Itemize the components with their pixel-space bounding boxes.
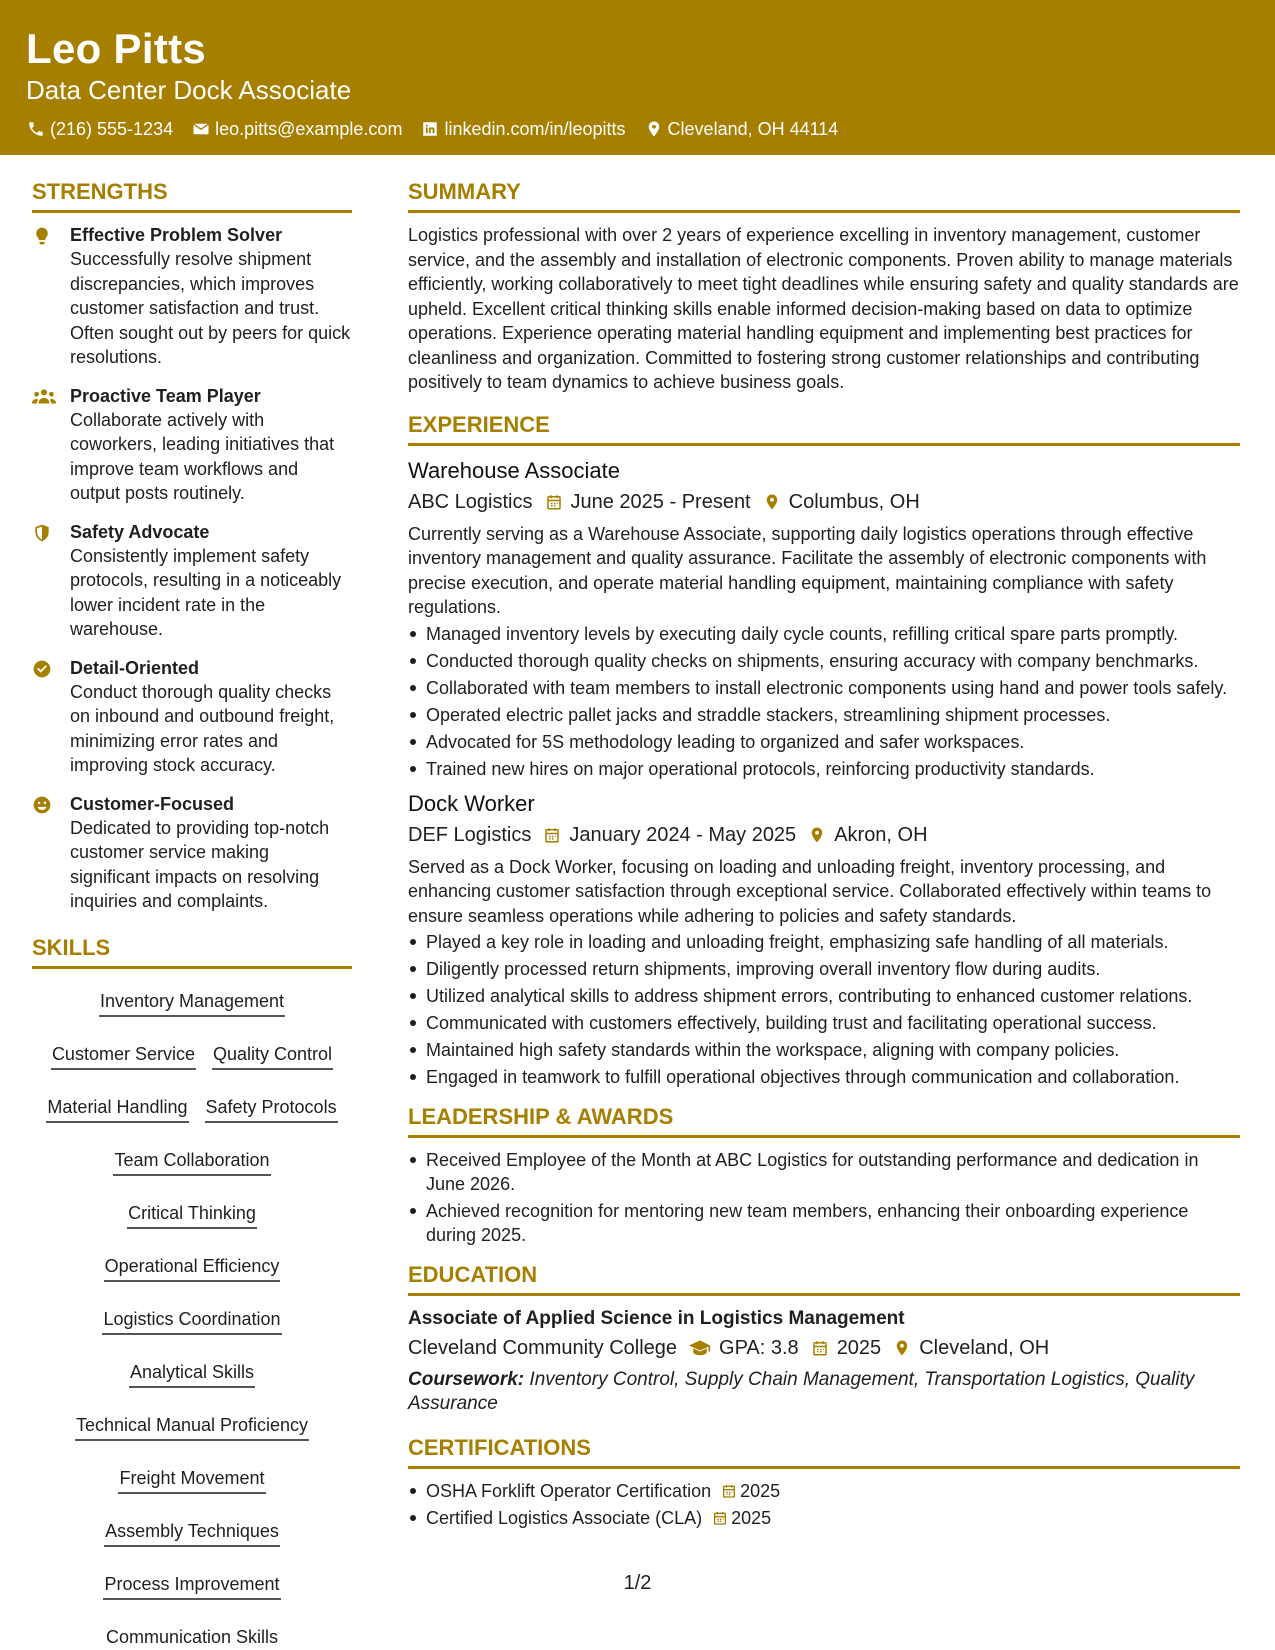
skill-tag: Communication Skills bbox=[105, 1625, 279, 1650]
strength-item bbox=[32, 520, 352, 642]
strength-item bbox=[32, 656, 352, 778]
strength-desc: Successfully resolve shipment discrepancies, which improves customer satisfaction and trust. Often sought out by peers for quick resolutions. bbox=[70, 249, 351, 367]
calendar-icon bbox=[712, 1510, 728, 1526]
strength-desc: Dedicated to providing top-notch customer service making significant impacts on resolving inquiries and complaints. bbox=[70, 817, 330, 911]
job-company: ABC Logistics bbox=[408, 490, 533, 513]
list-item: Advocated for 5S methodology leading to organized and safer workspaces. bbox=[408, 730, 1240, 754]
certification-name: OSHA Forklift Operator Certification bbox=[426, 1481, 712, 1501]
education-gpa: GPA: 3.8 bbox=[719, 1337, 799, 1359]
skill-tag: Process Improvement bbox=[103, 1572, 280, 1600]
strength-name: Customer-Focused bbox=[70, 793, 235, 814]
leadership-list bbox=[408, 1148, 1240, 1247]
location-icon bbox=[808, 826, 826, 844]
list-item: Maintained high safety standards within the workspace, aligning with company policies. bbox=[408, 1038, 1240, 1062]
education-heading: EDUCATION bbox=[408, 1261, 1240, 1296]
education-degree: Associate of Applied Science in Logistics Management bbox=[408, 1308, 905, 1329]
contact-phone[interactable] bbox=[26, 118, 173, 140]
skill-tag: Freight Movement bbox=[118, 1466, 265, 1494]
contact-linkedin[interactable] bbox=[420, 118, 625, 140]
list-item: Trained new hires on major operational protocols, reinforcing productivity standards. bbox=[408, 757, 1240, 781]
job-dates: June 2025 - Present bbox=[570, 490, 751, 513]
job-bullets bbox=[408, 930, 1240, 1089]
calendar-icon bbox=[545, 493, 563, 511]
skill-tag: Critical Thinking bbox=[127, 1201, 257, 1229]
skill-tag: Technical Manual Proficiency bbox=[75, 1413, 309, 1441]
job-location: Akron, OH bbox=[834, 823, 928, 846]
lightbulb-icon bbox=[32, 223, 70, 370]
job-entry bbox=[408, 456, 1240, 781]
candidate-name: Leo Pitts bbox=[26, 25, 207, 72]
calendar-icon bbox=[543, 826, 561, 844]
location-icon bbox=[763, 493, 781, 511]
experience-heading: EXPERIENCE bbox=[408, 411, 1240, 446]
list-item: Played a key role in loading and unloading freight, emphasizing safe handling of all materials. bbox=[408, 930, 1240, 954]
list-item: Utilized analytical skills to address shipment errors, contributing to enhanced customer relations. bbox=[408, 984, 1240, 1008]
list-item: Achieved recognition for mentoring new team members, enhancing their onboarding experience during 2025. bbox=[408, 1199, 1240, 1247]
job-description: Currently serving as a Warehouse Associate, supporting daily logistics operations through effective inventory management and quality assurance. Facilitate the assembly of electronic components with precise execution, and operate material handling equipment, maintaining compliance with safety regulations. bbox=[408, 523, 1207, 617]
education-school: Cleveland Community College bbox=[408, 1337, 678, 1359]
job-bullets bbox=[408, 622, 1240, 781]
left-column bbox=[32, 178, 352, 1650]
skill-tag: Logistics Coordination bbox=[102, 1307, 281, 1335]
strength-desc: Collaborate actively with coworkers, leading initiatives that improve team workflows and output posts routinely. bbox=[70, 409, 335, 503]
phone-icon bbox=[26, 119, 46, 139]
strength-name: Effective Problem Solver bbox=[70, 225, 283, 245]
check-circle-icon bbox=[32, 656, 70, 778]
skill-tag: Operational Efficiency bbox=[104, 1254, 281, 1282]
job-meta bbox=[408, 821, 1240, 849]
contact-email[interactable] bbox=[191, 118, 402, 140]
job-title: Warehouse Associate bbox=[408, 457, 620, 483]
skill-tag: Safety Protocols bbox=[205, 1095, 338, 1123]
certification-year: 2025 bbox=[740, 1481, 781, 1501]
job-location: Columbus, OH bbox=[788, 490, 920, 513]
mail-icon bbox=[191, 119, 211, 139]
job-entry bbox=[408, 789, 1240, 1090]
page-number: 1/2 bbox=[623, 1572, 652, 1594]
skill-tag: Quality Control bbox=[212, 1042, 333, 1070]
education-year: 2025 bbox=[836, 1337, 882, 1359]
linkedin-icon bbox=[420, 119, 440, 139]
certification-name: Certified Logistics Associate (CLA) bbox=[426, 1508, 703, 1528]
strength-item bbox=[32, 223, 352, 370]
contact-phone-text: (216) 555-1234 bbox=[50, 119, 174, 139]
leadership-heading: LEADERSHIP & AWARDS bbox=[408, 1103, 1240, 1138]
summary-heading: SUMMARY bbox=[408, 178, 1240, 213]
shield-icon bbox=[32, 520, 70, 642]
contact-linkedin-text: linkedin.com/in/leopitts bbox=[444, 119, 626, 139]
list-item: Received Employee of the Month at ABC Logistics for outstanding performance and dedication in June 2026. bbox=[408, 1148, 1240, 1196]
list-item: Diligently processed return shipments, improving overall inventory flow during audits. bbox=[408, 957, 1240, 981]
strength-item bbox=[32, 384, 352, 506]
education-meta bbox=[408, 1334, 1240, 1362]
candidate-title: Data Center Dock Associate bbox=[26, 75, 352, 105]
strength-name: Proactive Team Player bbox=[70, 385, 261, 406]
list-item bbox=[408, 1479, 1240, 1503]
skills-heading: SKILLS bbox=[32, 934, 352, 969]
education-location: Cleveland, OH bbox=[919, 1337, 1050, 1359]
skill-tag: Analytical Skills bbox=[129, 1360, 255, 1388]
resume-header bbox=[0, 0, 1275, 155]
skill-tag: Assembly Techniques bbox=[104, 1519, 280, 1547]
calendar-icon bbox=[811, 1339, 829, 1357]
contact-location-text: Cleveland, OH 44114 bbox=[667, 119, 839, 139]
skill-tag: Material Handling bbox=[46, 1095, 188, 1123]
strength-name: Safety Advocate bbox=[70, 521, 210, 542]
list-item: Managed inventory levels by executing daily cycle counts, refilling critical spare parts promptly. bbox=[408, 622, 1240, 646]
strength-desc: Consistently implement safety protocols, resulting in a noticeably lower incident rate in the warehouse. bbox=[70, 545, 342, 639]
summary-text: Logistics professional with over 2 years of experience excelling in inventory management, customer service, and the assembly and installation of electronic components. Proven ability to manage materials efficiently, working collaboratively to meet tight deadlines while ensuring safety and quality standards are upheld. Excellent critical thinking skills enable informed decision-making based on data to optimize operations. Experience operating material handling equipment and implementing best practices for cleanliness and organization. Committed to fostering strong customer relationships and contributing positively to team dynamics to achieve business goals. bbox=[408, 225, 1239, 392]
calendar-icon bbox=[721, 1483, 737, 1499]
skill-tag: Team Collaboration bbox=[113, 1148, 270, 1176]
graduation-cap-icon bbox=[689, 1339, 711, 1357]
certification-year: 2025 bbox=[731, 1508, 772, 1528]
list-item: Operated electric pallet jacks and straddle stackers, streamlining shipment processes. bbox=[408, 703, 1240, 727]
users-icon bbox=[32, 384, 70, 506]
skill-tag: Customer Service bbox=[51, 1042, 196, 1070]
job-title: Dock Worker bbox=[408, 790, 535, 816]
job-dates: January 2024 - May 2025 bbox=[569, 823, 797, 846]
contact-bar bbox=[26, 118, 1275, 140]
education-coursework bbox=[408, 1368, 1240, 1416]
contact-location bbox=[644, 118, 839, 140]
skills-list bbox=[32, 979, 352, 1650]
strength-desc: Conduct thorough quality checks on inbound and outbound freight, minimizing error rates and improving stock accuracy. bbox=[70, 681, 335, 775]
location-icon bbox=[644, 119, 664, 139]
coursework-label: Coursework: bbox=[408, 1369, 525, 1390]
coursework-list: Inventory Control, Supply Chain Management, Transportation Logistics, Quality Assurance bbox=[408, 1369, 1195, 1414]
strength-item bbox=[32, 792, 352, 914]
job-company: DEF Logistics bbox=[408, 823, 532, 846]
certifications-list bbox=[408, 1479, 1240, 1530]
certifications-heading: CERTIFICATIONS bbox=[408, 1434, 1240, 1469]
location-icon bbox=[893, 1339, 911, 1357]
list-item: Collaborated with team members to install electronic components using hand and power tools safely. bbox=[408, 676, 1240, 700]
contact-email-text: leo.pitts@example.com bbox=[215, 119, 403, 139]
list-item: Conducted thorough quality checks on shipments, ensuring accuracy with company benchmarks. bbox=[408, 649, 1240, 673]
skill-tag: Inventory Management bbox=[99, 989, 285, 1017]
job-meta bbox=[408, 488, 1240, 516]
right-column bbox=[408, 178, 1240, 1533]
list-item: Communicated with customers effectively, building trust and facilitating operational success. bbox=[408, 1011, 1240, 1035]
strengths-heading: STRENGTHS bbox=[32, 178, 352, 213]
list-item: Engaged in teamwork to fulfill operational objectives through communication and collaboration. bbox=[408, 1065, 1240, 1089]
strength-name: Detail-Oriented bbox=[70, 657, 200, 678]
list-item bbox=[408, 1506, 1240, 1530]
smile-icon bbox=[32, 792, 70, 914]
job-description: Served as a Dock Worker, focusing on loading and unloading freight, inventory processing, and enhancing customer satisfaction through exceptional service. Collaborated effectively within teams to ensure seamless operations while adhering to policies and safety standards. bbox=[408, 856, 1212, 926]
